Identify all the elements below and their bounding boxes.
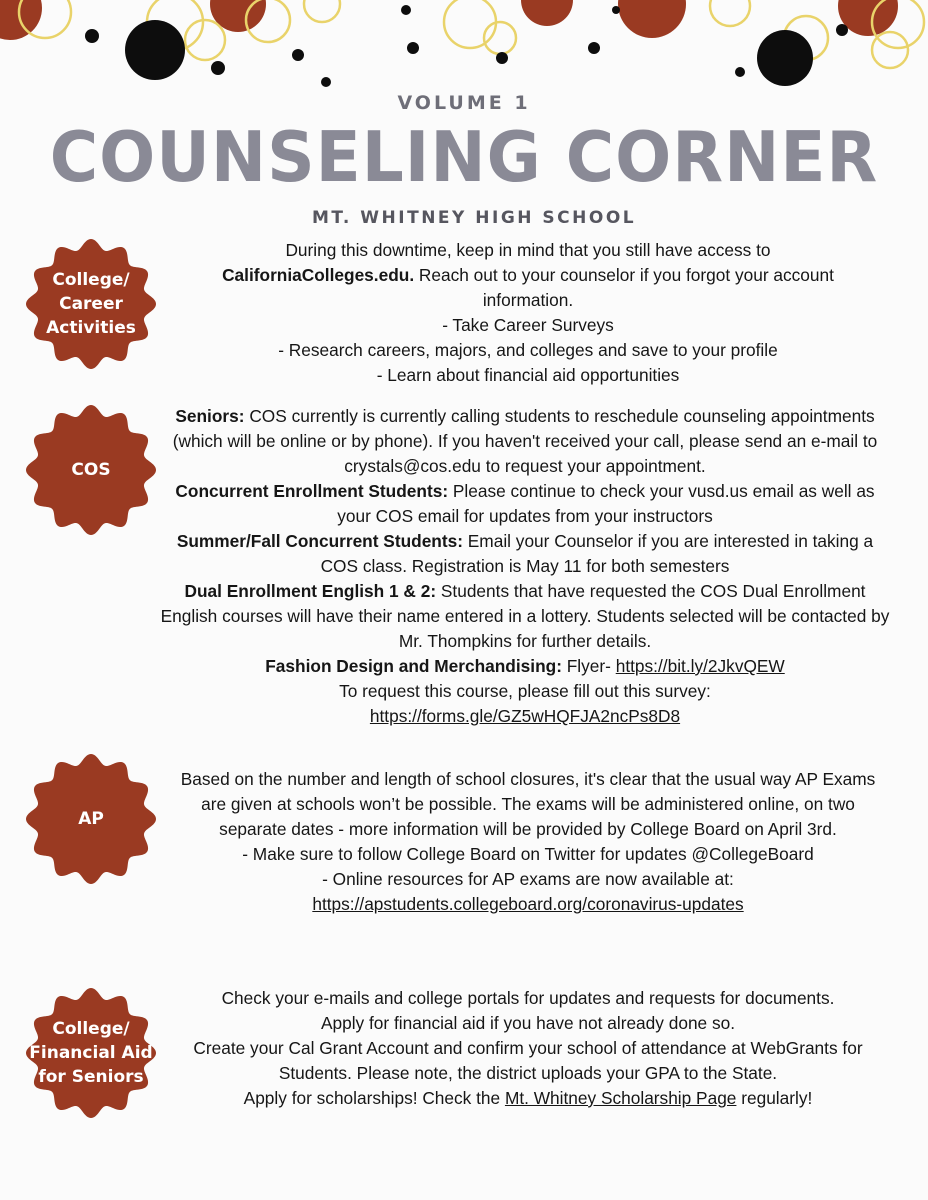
fashion-label: Fashion Design and Merchandising: <box>265 656 562 676</box>
ap-bullet-resources: - Online resources for AP exams are now available at: <box>322 869 734 889</box>
newsletter-title: COUNSELING CORNER <box>49 117 879 198</box>
financial-line-scholarships <box>178 1086 878 1111</box>
summer-label: Summer/Fall Concurrent Students: <box>176 531 463 551</box>
badge-label: College/ Career Activities <box>46 270 136 338</box>
badge-college-career <box>25 238 157 370</box>
badge-label: COS <box>71 460 111 480</box>
scholarship-text-post: regularly! <box>736 1088 813 1108</box>
financial-line-apply: Apply for financial aid if you have not already done so. <box>320 1013 736 1033</box>
school-name: MT. WHITNEY HIGH SCHOOL <box>312 208 637 228</box>
section-ap <box>178 767 878 917</box>
concurrent-text: Please continue to check your vusd.us email as well as your COS email for updates from your instructors <box>337 481 875 526</box>
badge-financial-aid <box>25 987 157 1119</box>
badge-label: College/ Financial Aid for Seniors <box>29 1019 153 1087</box>
financial-line-calgrant: Create your Cal Grant Account and confirm your school of attendance at WebGrants for Students. Please note, the district uploads your GPA to the State. <box>193 1038 863 1083</box>
summer-paragraph <box>160 529 890 579</box>
concurrent-paragraph <box>160 479 890 529</box>
survey-link-line <box>160 704 890 729</box>
fashion-text: Flyer- <box>561 656 616 676</box>
californiacolleges-site: CaliforniaColleges.edu. <box>222 265 415 285</box>
intro-text: During this downtime, keep in mind that you still have access to <box>285 240 771 260</box>
request-course-text: To request this course, please fill out this survey: <box>339 681 711 701</box>
concurrent-label: Concurrent Enrollment Students: <box>175 481 449 501</box>
ap-paragraph: Based on the number and length of school closures, it's clear that the usual way AP Exams are given at schools won’t be possible. The exams will be administered online, on two separate dates - more information will be provided by College Board on April 3rd. <box>180 769 876 839</box>
ap-link-line <box>178 892 878 917</box>
dual-enrollment-text: Students that have requested the COS Dual Enrollment English courses will have their name entered in a lottery. Students selected will be contacted by Mr. Thompkins for further details. <box>160 581 890 651</box>
dual-enrollment-label: Dual Enrollment English 1 & 2: <box>184 581 437 601</box>
flyer-link[interactable]: https://bit.ly/2JkvQEW <box>615 656 785 676</box>
badge-ap <box>25 753 157 885</box>
decorative-dots-banner <box>0 0 928 90</box>
summer-text: Email your Counselor if you are interested in taking a COS class. Registration is May 11 for both semesters <box>320 531 874 576</box>
section-cos <box>160 404 890 729</box>
scholarship-text-pre: Apply for scholarships! Check the <box>243 1088 505 1108</box>
seniors-paragraph <box>160 404 890 479</box>
badge-label: AP <box>78 809 104 829</box>
bullet-research: - Research careers, majors, and colleges and save to your profile <box>278 340 778 360</box>
fashion-paragraph <box>160 654 890 679</box>
volume-label: VOLUME 1 <box>397 92 531 114</box>
access-text <box>190 263 866 313</box>
bullet-financial-aid: - Learn about financial aid opportunities <box>376 365 680 385</box>
survey-link[interactable]: https://forms.gle/GZ5wHQFJA2ncPs8D8 <box>369 706 681 726</box>
section-financial-aid <box>178 986 878 1111</box>
ap-bullet-twitter: - Make sure to follow College Board on Twitter for updates @CollegeBoard <box>242 844 814 864</box>
seniors-text: COS currently is currently calling students to reschedule counseling appointments (which will be online or by phone). If you haven't received your call, please send an e-mail to crystals@cos.edu to request your appointment. <box>172 406 878 476</box>
seniors-label: Seniors: <box>175 406 245 426</box>
badge-cos <box>25 404 157 536</box>
ap-resources-link[interactable]: https://apstudents.collegeboard.org/coronavirus-updates <box>312 894 744 914</box>
dual-enrollment-paragraph <box>160 579 890 654</box>
financial-line-emails: Check your e-mails and college portals for updates and requests for documents. <box>221 988 835 1008</box>
scholarship-page-link[interactable]: Mt. Whitney Scholarship Page <box>504 1088 737 1108</box>
section-college-career <box>190 238 866 388</box>
account-info-text: Reach out to your counselor if you forgot your account information. <box>414 265 834 310</box>
bullet-career-surveys: - Take Career Surveys <box>442 315 614 335</box>
